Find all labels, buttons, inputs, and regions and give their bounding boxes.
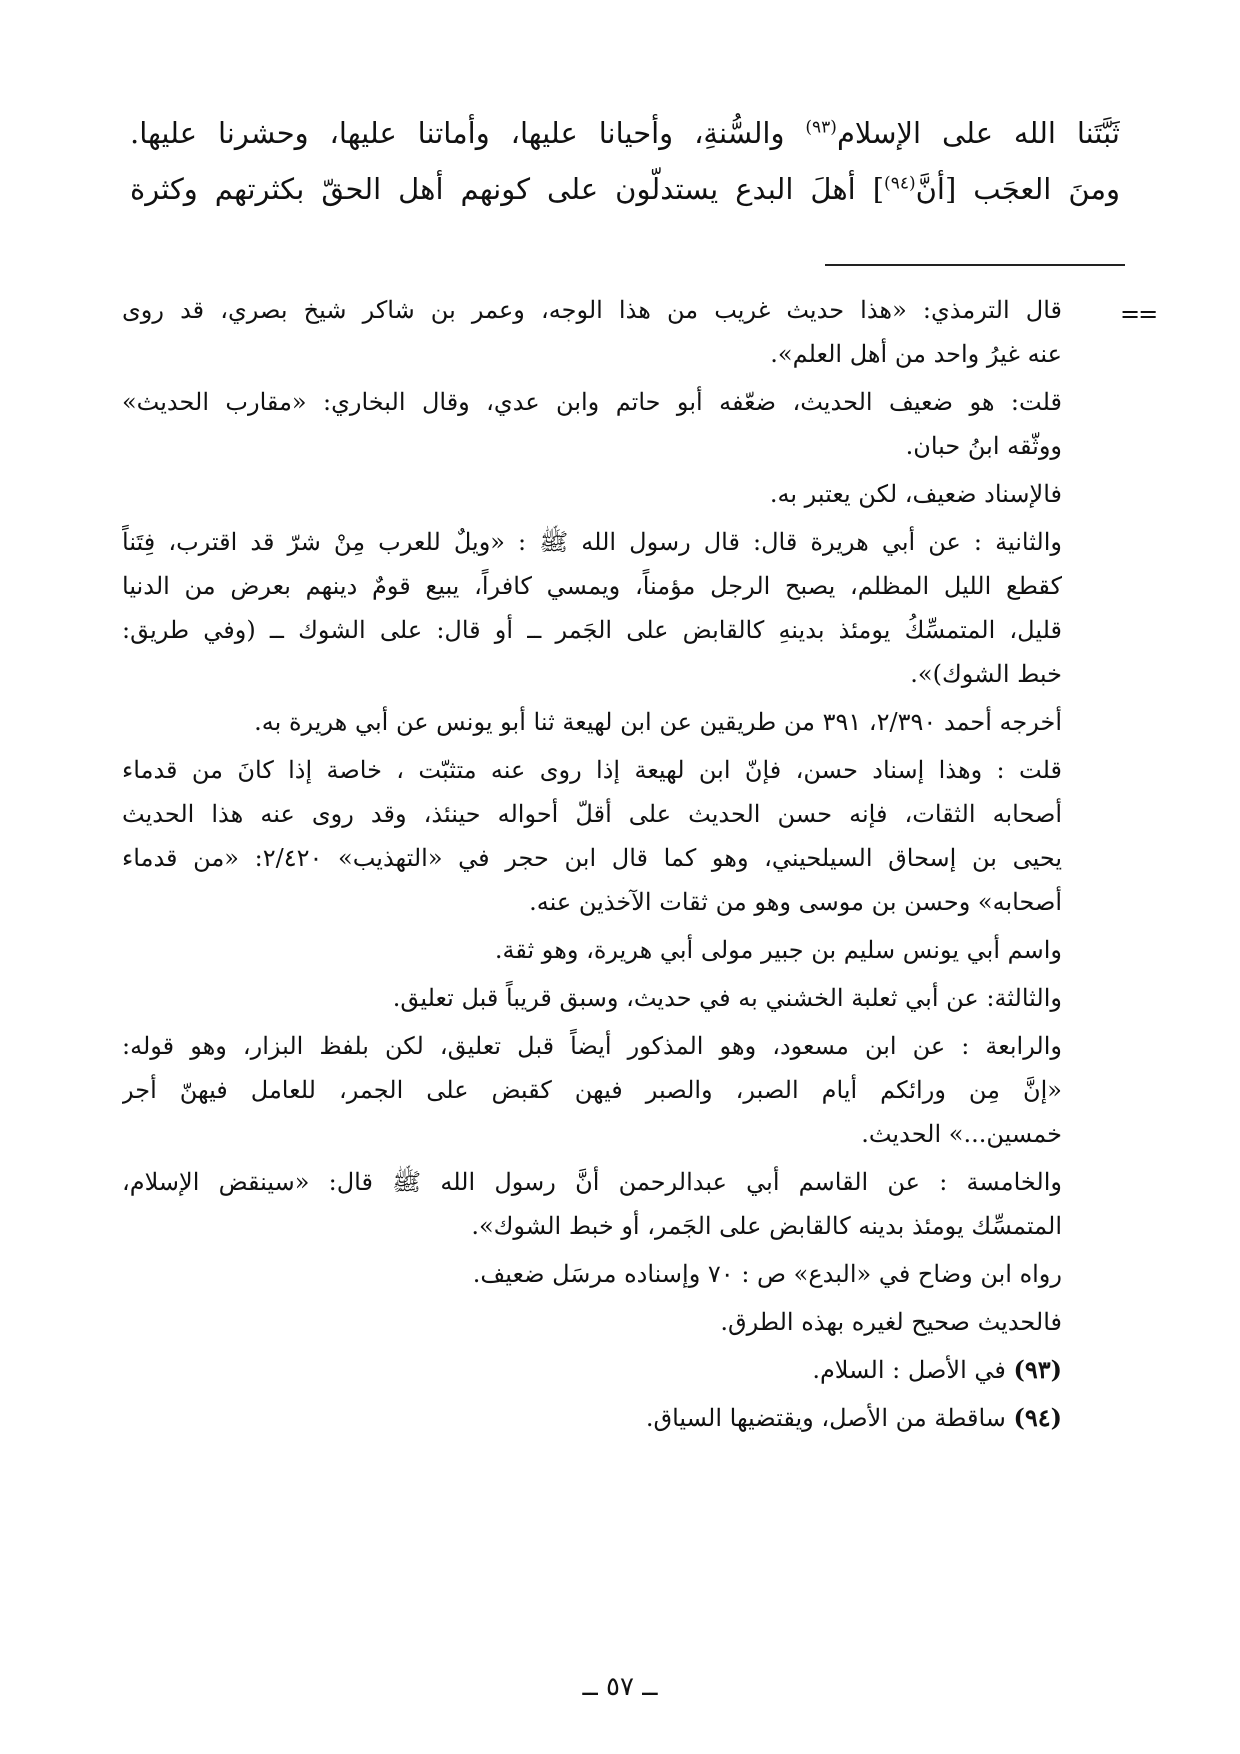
- note-line: فالإسناد ضعيف، لكن يعتبر به.: [769, 480, 1062, 508]
- note-paragraph: [122, 1160, 1062, 1248]
- footnote-text: ساقطة من الأصل، ويقتضيها السياق.: [645, 1404, 1014, 1432]
- note-line: والرابعة : عن ابن مسعود، وهو المذكور أيضاً قبل تعليق، لكن بلفظ البزار، وهو قوله:: [122, 1032, 1062, 1060]
- note-line: عنه غيرُ واحد من أهل العلم».: [770, 340, 1062, 368]
- footnote-line: [122, 1348, 1062, 1392]
- continuation-mark: ==: [1120, 300, 1157, 328]
- main-text-segment: ] أهلَ البدع يستدلّون على كونهم أهل الحقّ بكثرتهم وكثرة: [130, 172, 885, 206]
- note-paragraph: [122, 928, 1062, 972]
- note-line: قليل، المتمسِّكُ يومئذ بدينهِ كالقابض على الجَمر ــ أو قال: على الشوك ــ (وفي طريق:: [122, 616, 1062, 644]
- main-text: [130, 105, 1120, 217]
- main-text-segment: ثَبَّتَنا الله على الإسلام: [836, 116, 1120, 150]
- note-line: رواه ابن وضاح في «البدع» ص : ٧٠ وإسناده مرسَل ضعيف.: [472, 1260, 1062, 1288]
- note-line: كقطع الليل المظلم، يصبح الرجل مؤمناً، ويمسي كافراً، يبيع قومٌ دينهم بعرض من الدنيا: [122, 572, 1062, 600]
- note-paragraph: [122, 700, 1062, 744]
- note-line: يحيى بن إسحاق السيلحيني، وهو كما قال ابن حجر في «التهذيب» ٢/٤٢٠: «من قدماء: [122, 844, 1062, 872]
- footnote-ref: (٩٣): [805, 117, 837, 138]
- footnote-separator: [825, 264, 1125, 266]
- note-paragraph: [122, 748, 1062, 924]
- note-line: قال الترمذي: «هذا حديث غريب من هذا الوجه، وعمر بن شاكر شيخ بصري، قد روى: [122, 296, 1062, 324]
- main-text-segment: ومنَ العجَب [أنَّ: [915, 172, 1120, 206]
- note-line: واسم أبي يونس سليم بن جبير مولى أبي هريرة، وهو ثقة.: [494, 936, 1062, 964]
- note-line: خبط الشوك)».: [910, 660, 1062, 688]
- footnote-number: (٩٤): [1013, 1403, 1062, 1432]
- note-line: والثالثة: عن أبي ثعلبة الخشني به في حديث، وسبق قريباً قبل تعليق.: [392, 984, 1062, 1012]
- note-line: أصحابه الثقات، فإنه حسن الحديث على أقلّ أحواله حينئذ، وقد روى عنه هذا الحديث: [122, 800, 1062, 828]
- note-line: المتمسِّك يومئذ بدينه كالقابض على الجَمر، أو خبط الشوك».: [471, 1212, 1062, 1240]
- main-text-segment: والسُّنةِ، وأحيانا عليها، وأماتنا عليها، وحشرنا عليها.: [130, 116, 806, 150]
- note-paragraph: [122, 976, 1062, 1020]
- note-line: والثانية : عن أبي هريرة قال: قال رسول الله ﷺ : «ويلٌ للعرب مِنْ شرّ قد اقترب، فِتَناً: [122, 528, 1062, 556]
- note-line: أصحابه» وحسن بن موسى وهو من ثقات الآخذين عنه.: [529, 888, 1062, 916]
- note-line: خمسين...» الحديث.: [861, 1120, 1062, 1148]
- footnote-number: (٩٣): [1013, 1355, 1062, 1384]
- note-paragraph: [122, 1252, 1062, 1296]
- main-text-line: [130, 105, 1120, 161]
- note-line: أخرجه أحمد ٢/٣٩٠، ٣٩١ من طريقين عن ابن لهيعة ثنا أبو يونس عن أبي هريرة به.: [254, 708, 1062, 736]
- note-line: فالحديث صحيح لغيره بهذه الطرق.: [720, 1308, 1062, 1336]
- note-line: «إنَّ مِن ورائكم أيام الصبر، والصبر فيهن كقبض على الجمر، للعامل فيهنّ أجر: [122, 1076, 1062, 1104]
- note-line: ووثّقه ابنُ حبان.: [905, 432, 1062, 460]
- note-paragraph: [122, 520, 1062, 696]
- footnote-line: [122, 1396, 1062, 1440]
- footnote: [122, 1348, 1062, 1392]
- note-paragraph: [122, 288, 1062, 376]
- note-line: قلت : وهذا إسناد حسن، فإنّ ابن لهيعة إذا روى عنه متثبّت ، خاصة إذا كانَ من قدماء: [122, 756, 1062, 784]
- note-paragraph: [122, 380, 1062, 468]
- note-paragraph: [122, 1300, 1062, 1344]
- note-line: والخامسة : عن القاسم أبي عبدالرحمن أنَّ رسول الله ﷺ قال: «سينقض الإسلام،: [122, 1168, 1062, 1196]
- page-number: ــ ٥٧ ــ: [582, 1672, 658, 1702]
- footnote: [122, 1396, 1062, 1440]
- note-paragraph: [122, 472, 1062, 516]
- footnote-ref: (٩٤): [884, 173, 916, 194]
- footnote-text: في الأصل : السلام.: [812, 1356, 1014, 1384]
- commentary-notes: [122, 288, 1062, 1444]
- note-line: قلت: هو ضعيف الحديث، ضعّفه أبو حاتم وابن عدي، وقال البخاري: «مقارب الحديث»: [122, 388, 1062, 416]
- main-text-line: [130, 161, 1120, 217]
- note-paragraph: [122, 1024, 1062, 1156]
